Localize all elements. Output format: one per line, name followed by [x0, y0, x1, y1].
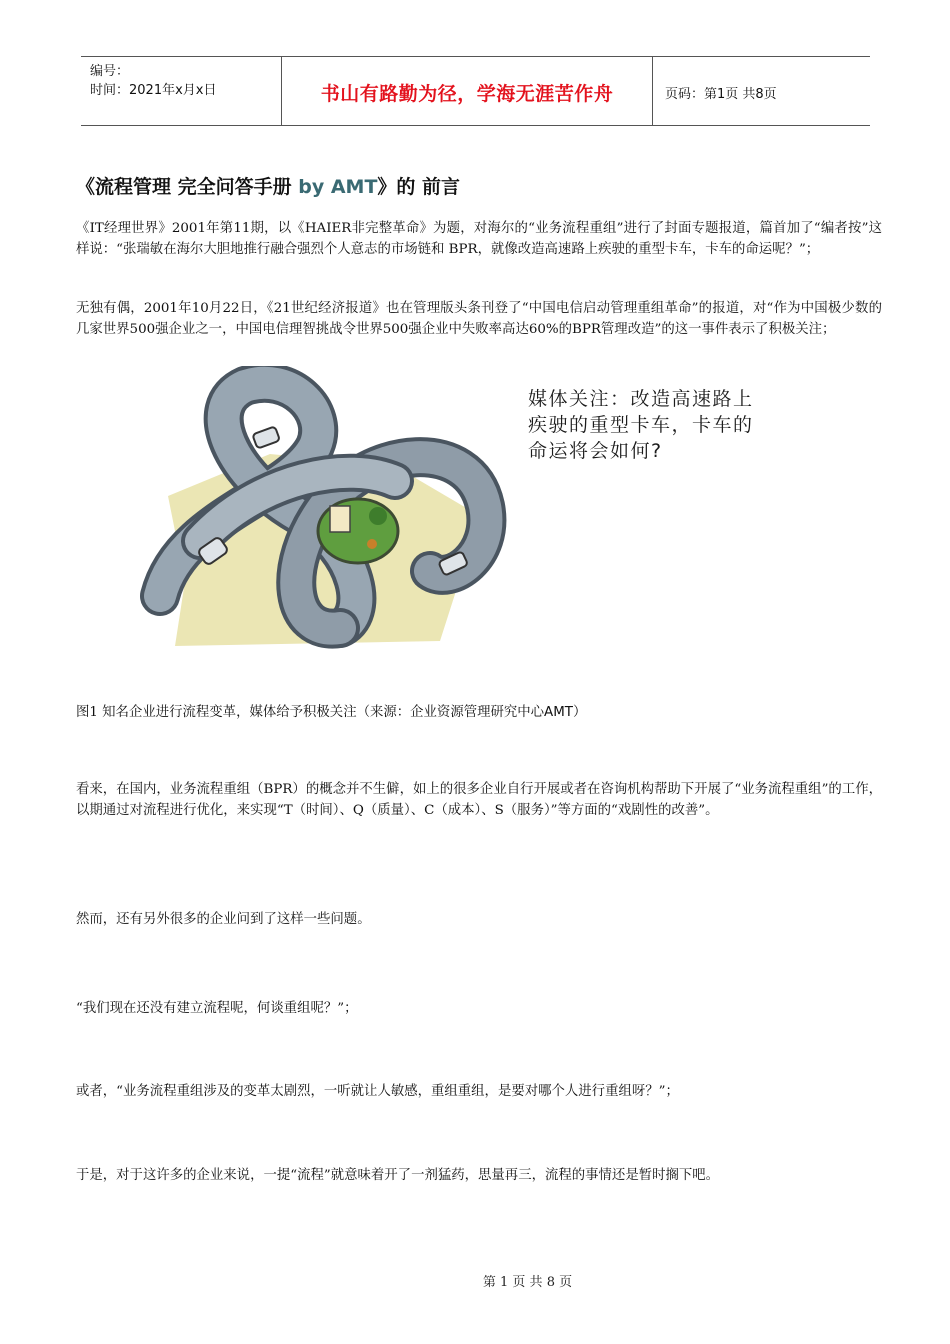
tree-icon — [369, 507, 387, 525]
flower-icon — [367, 539, 377, 549]
paragraph-7: 于是，对于这许多的企业来说，一提“流程”就意味着开了一剂猛药，思量再三，流程的事情还是暂时搁下吧。 — [76, 1168, 720, 1183]
caption-main: 图1 知名企业进行流程变革，媒体给予积极关注（ — [76, 705, 370, 720]
paragraph-6: 或者，“业务流程重组涉及的变革太剧烈，一听就让人敏感，重组重组，是要对哪个人进行重组呀？”； — [76, 1084, 679, 1099]
page-label: 页码：第1页 共8页 — [665, 87, 777, 102]
page-footer: 第 1 页 共 8 页 — [482, 1275, 573, 1290]
speech-line-2: 疾驶的重型卡车，卡车的 — [528, 414, 754, 436]
title-part1: 《流程管理 完全问答手册 — [76, 176, 299, 198]
document-title — [76, 172, 460, 199]
caption-source: 来源：企业资源管理研究中心AMT） — [369, 705, 587, 720]
title-part3: 》的 前言 — [377, 176, 461, 198]
house-icon — [330, 506, 350, 532]
paragraph-4: 然而，还有另外很多的企业问到了这样一些问题。 — [76, 912, 371, 927]
speech-line-3: 命运将会如何? — [528, 440, 663, 462]
motto: 书山有路勤为径，学海无涯苦作舟 — [320, 83, 614, 105]
paragraph-1: 《IT经理世界》2001年第11期，以《HAIER非完整革命》为题，对海尔的“业务流程重组”进行了封面专题报道，篇首加了“编者按”这样说：“张瑞敏在海尔大胆地推行融合强烈个人意志的市场链和 BPR，就像改造高速路上疾驶的重型卡车，卡车的命运呢？”； — [76, 221, 882, 257]
paragraph-3: 看来，在国内，业务流程重组（BPR）的概念并不生僻，如上的很多企业自行开展或者在咨询机构帮助下开展了“业务流程重组”的工作，以期通过对流程进行优化，来实现“T（时间）、Q（质量）、C（成本）、S（服务）”等方面的“戏剧性的改善”。 — [76, 782, 882, 818]
speech-text — [528, 386, 798, 464]
paragraph-5: “我们现在还没有建立流程呢，何谈重组呢？”； — [76, 1001, 358, 1016]
road-knot-illustration — [140, 366, 510, 651]
header-motto-cell — [282, 57, 653, 125]
speech-line-1: 媒体关注：改造高速路上 — [528, 388, 754, 410]
header-table — [81, 56, 870, 126]
figure-caption — [76, 701, 586, 720]
number-label: 编号： — [90, 64, 130, 79]
time-label: 时间：2021年x月x日 — [90, 83, 217, 98]
title-amt: by AMT — [298, 176, 378, 198]
truck-icon-2 — [252, 426, 280, 448]
header-page-cell — [653, 57, 870, 125]
header-left-cell — [81, 57, 282, 125]
paragraph-2: 无独有偶，2001年10月22日，《21世纪经济报道》也在管理版头条刊登了“中国电信启动管理重组革命”的报道，对“作为中国极少数的几家世界500强企业之一，中国电信理智挑战令世界500强企业中失败率高达60%的BPR管理改造”的这一事件表示了积极关注； — [76, 301, 882, 337]
